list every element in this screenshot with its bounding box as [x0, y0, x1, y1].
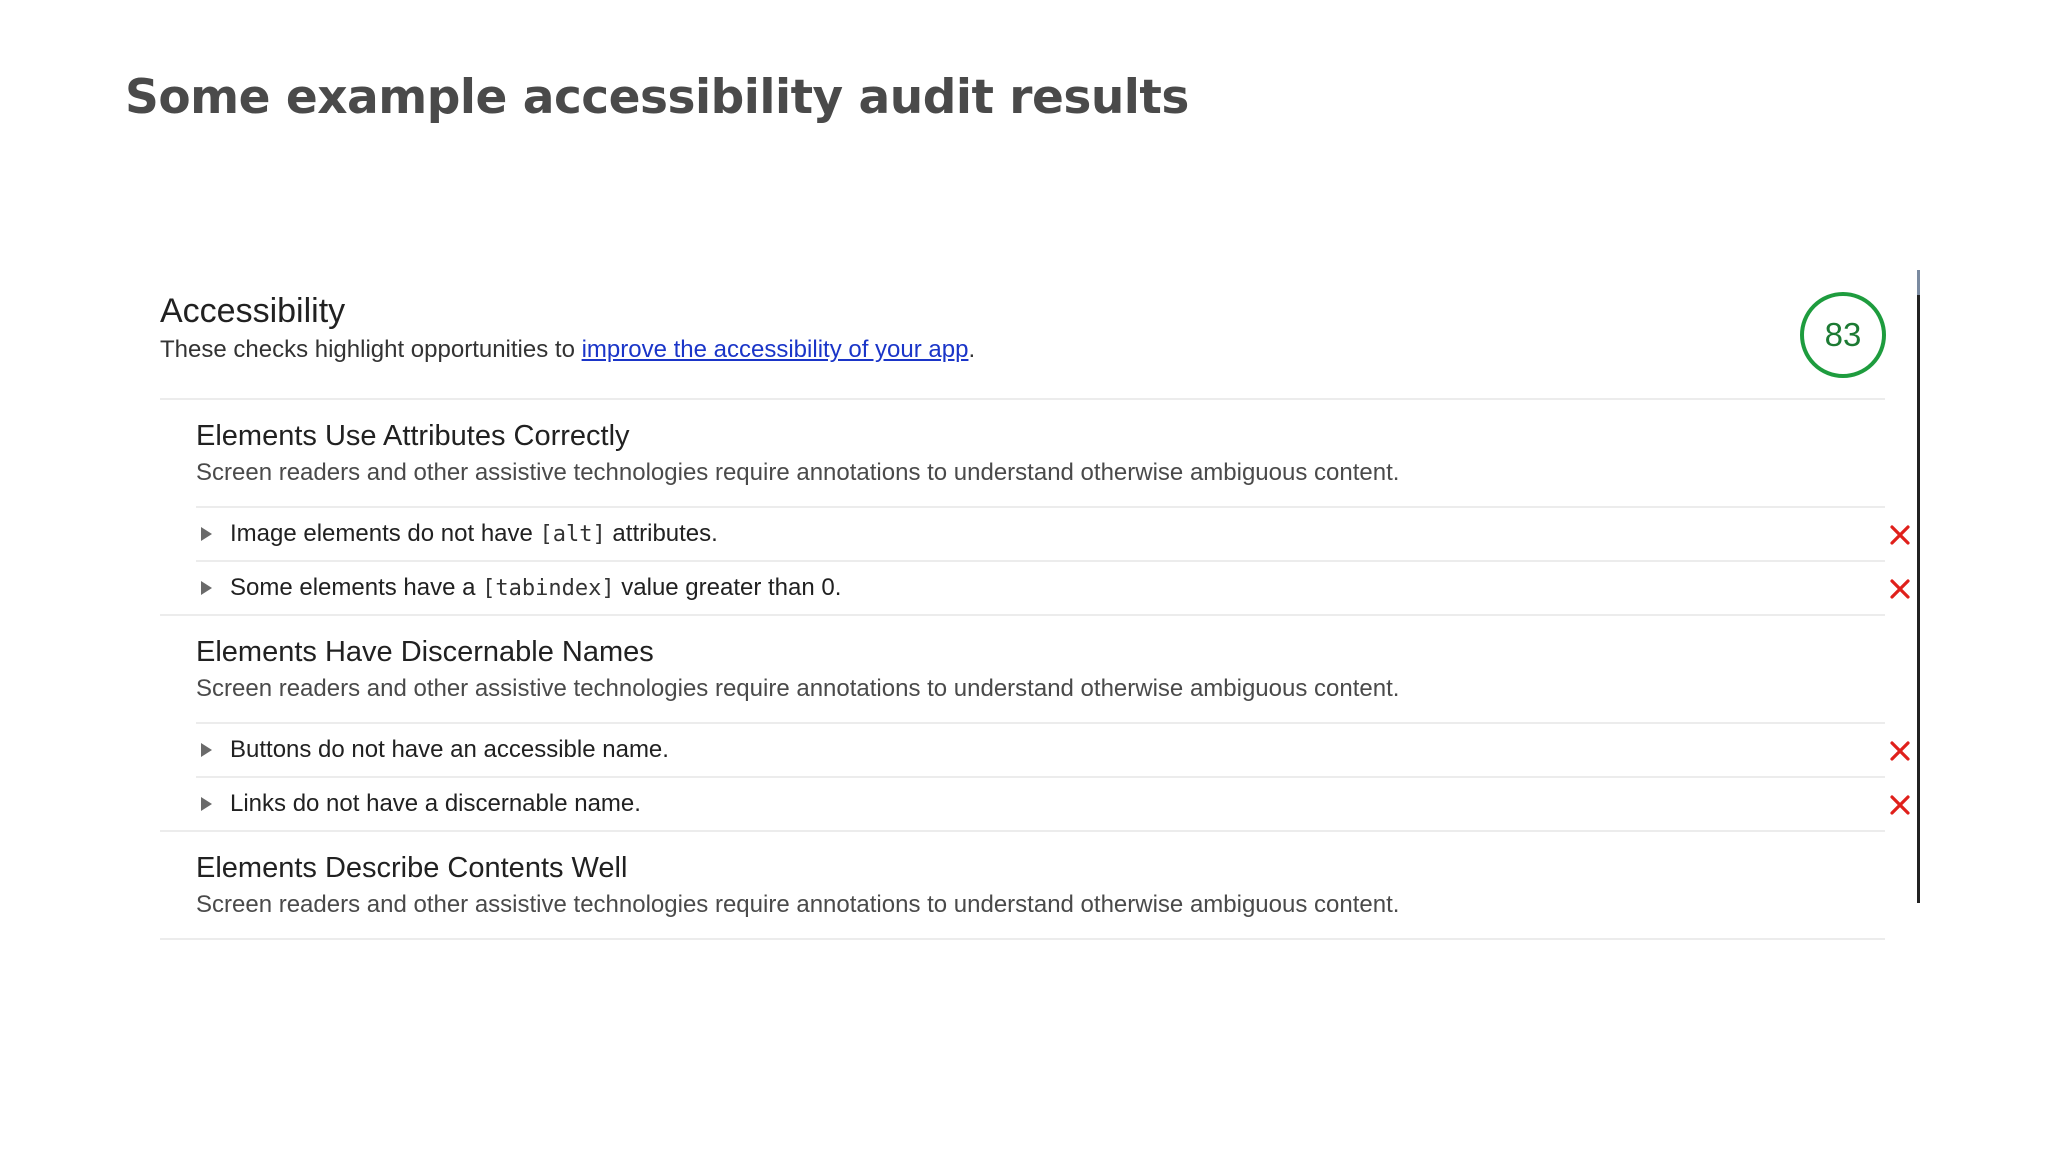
improve-accessibility-link[interactable]: improve the accessibility of your app [581, 336, 969, 363]
fail-x-icon [1888, 523, 1912, 547]
audit-row-image-alt[interactable] [196, 508, 1885, 562]
group-header [196, 832, 1885, 938]
scrollbar-thumb-top[interactable] [1917, 270, 1920, 295]
audit-title [230, 520, 718, 548]
audit-text-pre: Some elements have a [230, 574, 483, 601]
section-description [160, 336, 975, 364]
group-title: Elements Describe Contents Well [196, 852, 628, 884]
group-title: Elements Have Discernable Names [196, 636, 654, 668]
audit-group-contents [160, 832, 1885, 940]
section-desc-suffix: . [968, 336, 976, 363]
expand-arrow-icon[interactable] [201, 743, 212, 757]
group-description: Screen readers and other assistive technologies require annotations to understand otherwise ambiguous content. [196, 459, 1400, 486]
audit-title: Buttons do not have an accessible name. [230, 736, 669, 763]
lighthouse-report-screenshot [160, 270, 1885, 918]
audit-group-attributes [160, 400, 1885, 616]
audit-row-link-name[interactable] [196, 778, 1885, 830]
scrollbar[interactable] [1917, 270, 1920, 903]
audit-text-post: value greater than 0. [614, 574, 842, 601]
fail-x-icon [1888, 577, 1912, 601]
group-header [196, 616, 1885, 724]
audit-text-post: attributes. [605, 520, 718, 547]
section-title: Accessibility [160, 292, 346, 330]
accessibility-section-header [160, 270, 1885, 400]
audit-row-button-name[interactable] [196, 724, 1885, 778]
group-description: Screen readers and other assistive technologies require annotations to understand otherwise ambiguous content. [196, 891, 1400, 918]
section-desc-prefix: These checks highlight opportunities to [160, 336, 582, 363]
audit-group-names [160, 616, 1885, 832]
score-value: 83 [1824, 316, 1862, 353]
fail-x-icon [1888, 739, 1912, 763]
slide-title: Some example accessibility audit results [125, 70, 1189, 125]
group-description: Screen readers and other assistive technologies require annotations to understand otherwise ambiguous content. [196, 675, 1400, 702]
fail-x-icon [1888, 793, 1912, 817]
audit-text-pre: Image elements do not have [230, 520, 540, 547]
expand-arrow-icon[interactable] [201, 527, 212, 541]
expand-arrow-icon[interactable] [201, 797, 212, 811]
audit-row-tabindex[interactable] [196, 562, 1885, 614]
expand-arrow-icon[interactable] [201, 581, 212, 595]
audit-title [230, 574, 841, 602]
score-gauge [1800, 292, 1886, 378]
audit-code: [alt] [539, 522, 606, 547]
group-title: Elements Use Attributes Correctly [196, 420, 630, 452]
audit-title: Links do not have a discernable name. [230, 790, 641, 817]
group-header [196, 400, 1885, 508]
audit-code: [tabindex] [482, 576, 615, 601]
